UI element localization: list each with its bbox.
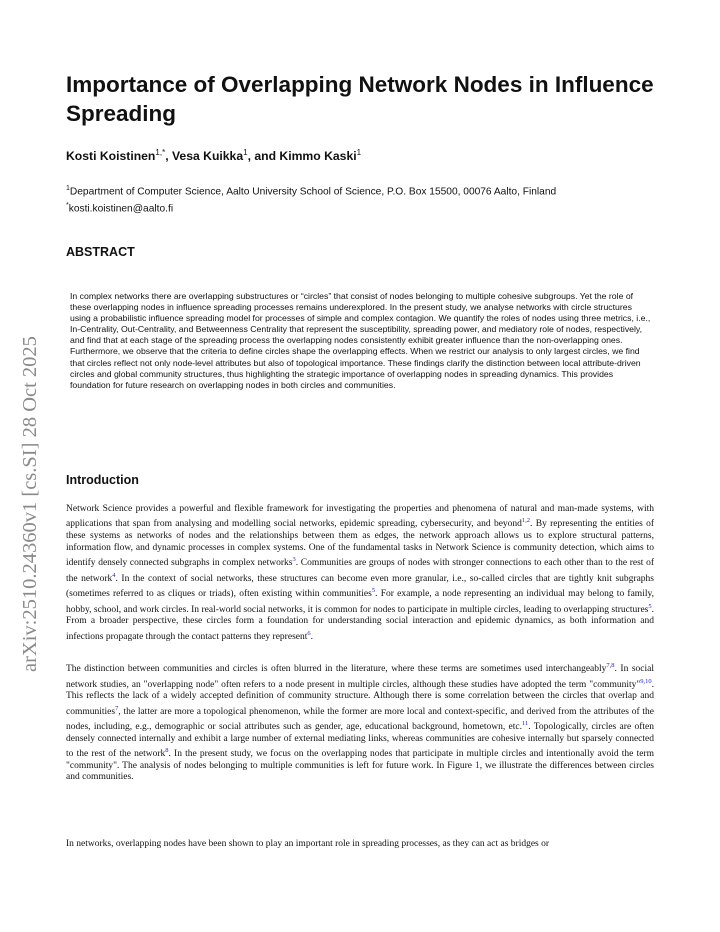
email-mark: *: [66, 202, 69, 210]
text-run: .: [310, 632, 313, 643]
citation-link[interactable]: 6: [307, 629, 311, 637]
affiliations: [66, 182, 666, 217]
text-run: . In social network studies, an "overlapping node" often refers to a node present in multiple circles, although these studies have adopted the term "community": [66, 664, 655, 690]
corresponding-email[interactable]: kosti.koistinen@aalto.fi: [68, 203, 174, 215]
arxiv-identifier: arXiv:2510.24360v1 [cs.SI] 28 Oct 2025: [19, 336, 41, 672]
paper-title: Importance of Overlapping Network Nodes in Influence Spreading: [66, 72, 654, 126]
abstract-text: In complex networks there are overlapping substructures or “circles” that consist of nodes belonging to multiple cohesive subgroups. Yet the role of these overlapping nodes in influence spreading processes remains underexplored. In the present study, we analyse networks with circle structures using a probabilistic influence spreading model for processes of simple and complex contagion. We quantify the roles of nodes using three metrics, i.e., In-Centrality, Out-Centrality, and Betweenness Centrality that represent the susceptibility, spreading power, and mediatory role of nodes, respectively, and find that at each stage of the spreading process the overlapping nodes consistently exhibit greater influence than the non-overlapping ones. Furthermore, we observe that the criteria to define circles shape the overlapping effects. When we restrict our analysis to only largest circles, we find that circles reflect not only node-level attributes but also of topological importance. These findings clarify the distinction between local attribute-driven circles and global community structures, thus highlighting the strategic importance of overlapping nodes in spreading dynamics. This provides foundation for future research on overlapping nodes in both circles and communities.: [70, 291, 651, 390]
citation-link[interactable]: 9,10: [640, 677, 652, 685]
text-run: . For example, a node representing an individual may belong to family, hobby, school, and work circles. In real-world social networks, it is common for nodes to participate in multiple circles, leading to overlapping structures: [66, 589, 654, 615]
citation-link[interactable]: 11: [521, 720, 529, 728]
citation-link[interactable]: 5: [648, 602, 652, 610]
email-line: [66, 199, 666, 216]
text-run: . From a broader perspective, these circles form a foundation for understanding social interaction and epidemic dynamics, as both information and infections propagate through the contact patterns they represent: [66, 604, 654, 643]
citation-link[interactable]: 3: [292, 555, 296, 563]
author-separator: , and: [247, 149, 280, 164]
affiliation-text: Department of Computer Science, Aalto University School of Science, P.O. Box 15500, 00076 Aalto, Finland: [69, 186, 557, 198]
author-separator: ,: [165, 149, 172, 164]
citation-link[interactable]: 5: [371, 587, 376, 595]
text-run: . Communities are groups of nodes with stronger connections to each other than to the rest of the network: [66, 558, 654, 584]
intro-paragraph-3: In networks, overlapping nodes have been shown to play an important role in spreading processes, as they can act as bridges or: [66, 839, 550, 849]
abstract-heading: ABSTRACT: [66, 245, 135, 259]
introduction-heading: Introduction: [66, 473, 139, 487]
author-affiliation-mark: 1: [243, 148, 248, 157]
text-run: . This reflects the lack of a widely accepted definition of community structure. Although there is some correlation between the circles that overlap and communities: [66, 679, 654, 717]
author-name: Kimmo Kaski: [279, 149, 357, 164]
citation-link[interactable]: 7: [115, 704, 119, 712]
text-run: . In the present study, we focus on the overlapping nodes that participate in multiple circles and intentionally avoid the term "community". The analysis of nodes belonging to multiple communities is left for future work. In Figure: [66, 749, 654, 771]
intro-paragraph-1: [66, 504, 654, 643]
intro-paragraph-2: [66, 660, 654, 784]
citation-link[interactable]: 4: [112, 571, 116, 579]
citation-link[interactable]: 7,8: [606, 662, 615, 669]
text-run: . By representing the entities of these systems as networks of nodes and the relationships between them as edges, the network approach allows us to explore structural patterns, information flow, and dynamic processes in complex systems. One of the fundamental tasks in Network Science is community detection, which aims to identify densely connected subgraphs in complex networks: [66, 519, 655, 569]
author-affiliation-mark: 1: [356, 148, 362, 157]
text-run: , we illustrate the differences between circles and communities.: [66, 760, 654, 783]
citation-link[interactable]: 8: [165, 747, 169, 755]
author-name: Vesa Kuikka: [171, 149, 244, 164]
affiliation-mark: 1: [66, 185, 70, 192]
figure-link[interactable]: 1: [474, 760, 480, 771]
text-run: Network Science provides a powerful and flexible framework for investigating the properties and phenomena of natural and man-made systems, with applications that span from analysing and modelling social networks, epidemic spreading, cybersecurity, and beyond: [66, 504, 654, 530]
author-list: [66, 148, 656, 163]
author-name: Kosti Koistinen: [66, 149, 156, 164]
author-affiliation-mark: 1,*: [155, 148, 166, 157]
text-run: , the latter are more a topological phenomenon, while the former are more local and context-specific, and derived from the attributes of the nodes, including, e.g., demographic or social attributes such as gender, age, educational background, hometown, etc.: [66, 706, 654, 733]
text-run: . Topologically, circles are often densely connected internally and exhibit a large number of external mediating links, whereas communities are cohesive internally but sparsely connected to the rest of the network: [66, 722, 654, 760]
text-run: . In the context of social networks, these structures can become even more granular, i.e., so-called circles that are tightly knit subgraphs (sometimes referred to as cliques or triads), often existing within communities: [66, 573, 654, 600]
affiliation-line: [66, 182, 666, 199]
arxiv-sidebar: [18, 262, 42, 672]
citation-link[interactable]: 1,2: [521, 517, 531, 525]
text-run: The distinction between communities and circles is often blurred in the literature, where these terms are sometimes used interchangeably: [66, 664, 607, 675]
